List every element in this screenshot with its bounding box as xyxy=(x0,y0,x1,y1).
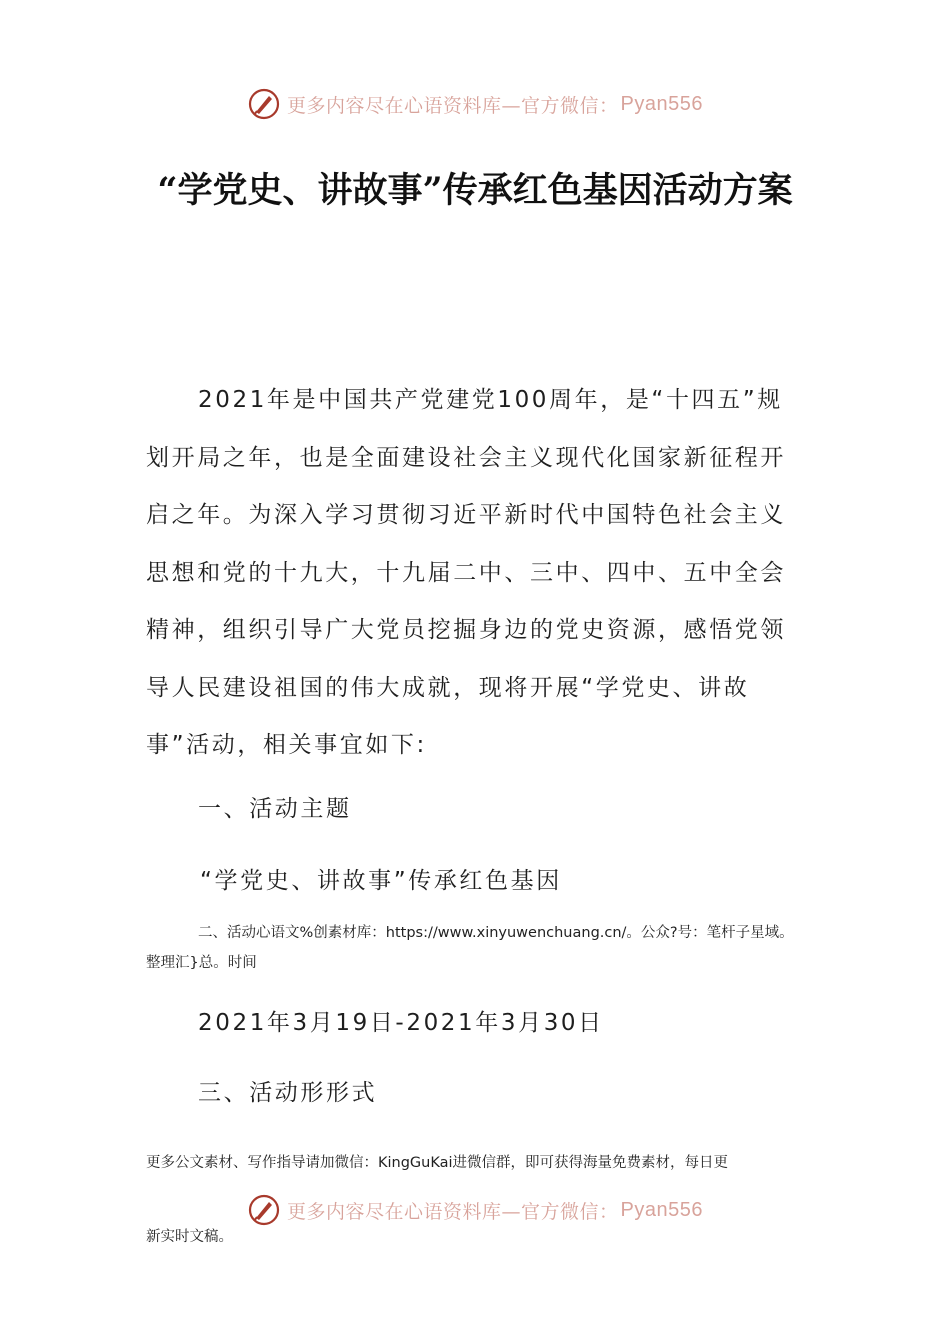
watermark-header xyxy=(0,84,950,124)
section1-content: “学党史、讲故事”传承红色基因 xyxy=(200,868,562,894)
section3-heading: 三、活动形形式 xyxy=(198,1080,378,1106)
footer-note-line1: 更多公文素材、写作指导请加微信：KingGuKai进微信群，即可获得海量免费素材，每日更 xyxy=(146,1155,729,1171)
section2-content: 2021年3月19日-2021年3月30日 xyxy=(198,1010,604,1036)
pen-logo-icon xyxy=(247,87,281,121)
document-title: “学党史、讲故事”传承红色基因活动方案 xyxy=(157,170,793,211)
watermark-text: 更多内容尽在心语资料库—官方微信： xyxy=(287,1200,619,1223)
watermark-wechat-id: Pyan556 xyxy=(620,1198,703,1221)
footer-note-line2: 新实时文稿。 xyxy=(146,1229,233,1245)
intro-paragraph: 2021年是中国共产党建党100周年，是“十四五”规划开局之年，也是全面建设社会主义现代化国家新征程开启之年。为深入学习贯彻习近平新时代中国特色社会主义思想和党的十九大，十九届二中、三中、四中、五中全会精神，组织引导广大党员挖掘身边的党史资源，感悟党领导人民建设祖国的伟大成就，现将开展“学党史、讲故事”活动，相关事宜如下: xyxy=(146,387,786,758)
watermark-text: 更多内容尽在心语资料库—官方微信： xyxy=(287,94,619,117)
watermark-wechat-id: Pyan556 xyxy=(620,92,703,115)
section1-heading: 一、活动主题 xyxy=(198,796,352,822)
section2-heading: 二、活动心语文%创素材库：https://www.xinyuwenchuang.cn/。公众?号：笔杆子星域。整理汇}总。时间 xyxy=(146,925,794,971)
